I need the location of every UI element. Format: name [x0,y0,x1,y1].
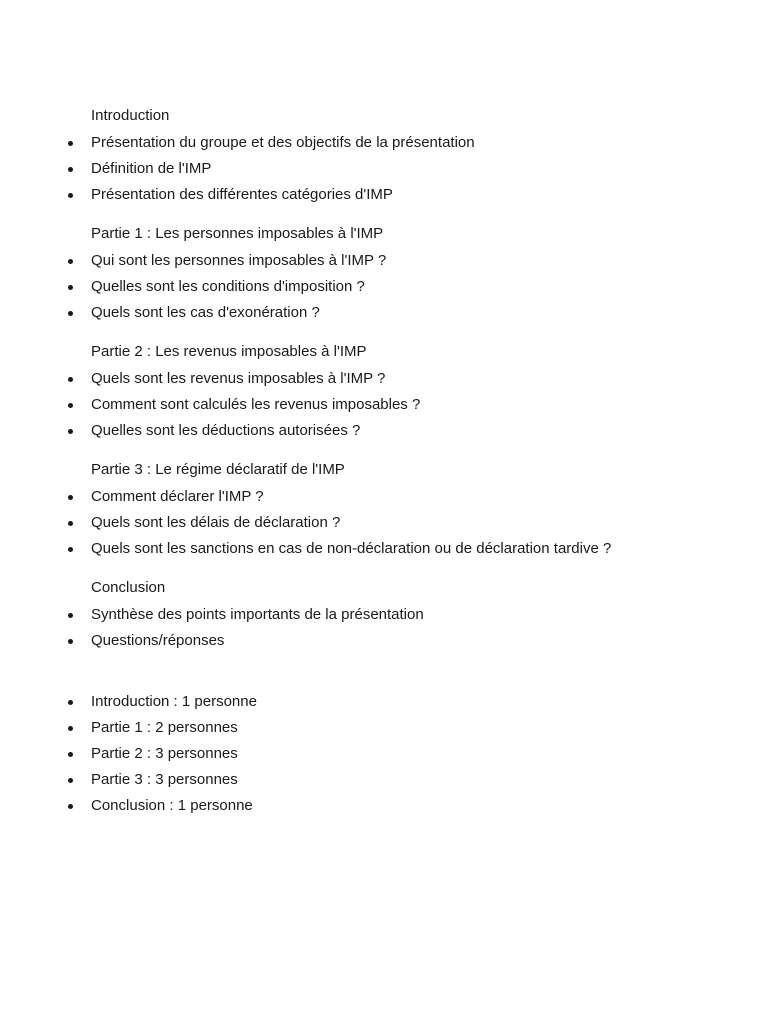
list-item-text: Comment déclarer l'IMP ? [91,488,264,505]
list-item-text: Introduction : 1 personne [91,693,257,710]
list-item-text: Comment sont calculés les revenus imposables ? [91,396,421,413]
section-partie-3 [0,461,768,566]
bullet-icon [68,726,73,731]
list-item [0,745,768,771]
bullet-icon [68,778,73,783]
list-item-text: Conclusion : 1 personne [91,797,253,814]
list-item-text: Quelles sont les conditions d'imposition ? [91,278,365,295]
bullet-icon [68,547,73,552]
list-item [0,719,768,745]
speaker-allocation-list [0,693,768,823]
section-heading: Partie 1 : Les personnes imposables à l'IMP [91,225,384,242]
list-item-text: Définition de l'IMP [91,160,212,177]
bullet-list [0,488,768,566]
list-item-text: Présentation des différentes catégories d'IMP [91,186,393,203]
document-body [0,107,768,823]
list-item-text: Quels sont les revenus imposables à l'IMP ? [91,370,386,387]
list-item [0,134,768,160]
list-item-text: Quelles sont les déductions autorisées ? [91,422,361,439]
section-introduction [0,107,768,212]
bullet-icon [68,429,73,434]
list-item [0,693,768,719]
list-item [0,422,768,448]
bullet-icon [68,700,73,705]
bullet-list [0,134,768,212]
bullet-icon [68,167,73,172]
list-item [0,278,768,304]
bullet-icon [68,285,73,290]
list-item-text: Partie 1 : 2 personnes [91,719,238,736]
list-item-text: Présentation du groupe et des objectifs de la présentation [91,134,475,151]
list-item [0,160,768,186]
list-item [0,797,768,823]
list-item [0,370,768,396]
list-item [0,252,768,278]
section-partie-1 [0,225,768,330]
section-heading: Partie 3 : Le régime déclaratif de l'IMP [91,461,345,478]
list-item-text: Questions/réponses [91,632,225,649]
list-item [0,606,768,632]
list-item-text: Partie 3 : 3 personnes [91,771,238,788]
list-item [0,488,768,514]
bullet-icon [68,613,73,618]
bullet-icon [68,141,73,146]
section-heading: Partie 2 : Les revenus imposables à l'IMP [91,343,367,360]
section-conclusion [0,579,768,658]
list-item [0,540,768,566]
bullet-icon [68,403,73,408]
bullet-icon [68,259,73,264]
bullet-icon [68,804,73,809]
bullet-icon [68,521,73,526]
list-item-text: Quels sont les cas d'exonération ? [91,304,320,321]
bullet-list [0,370,768,448]
list-item [0,771,768,797]
list-item [0,632,768,658]
bullet-icon [68,193,73,198]
list-item-text: Quels sont les délais de déclaration ? [91,514,341,531]
bullet-icon [68,377,73,382]
bullet-list [0,606,768,658]
list-item-text: Qui sont les personnes imposables à l'IMP ? [91,252,387,269]
bullet-icon [68,639,73,644]
section-heading: Introduction [91,107,170,124]
bullet-icon [68,495,73,500]
section-heading: Conclusion [91,579,166,596]
section-partie-2 [0,343,768,448]
bullet-icon [68,311,73,316]
bullet-list [0,252,768,330]
list-item [0,514,768,540]
bullet-icon [68,752,73,757]
list-item [0,186,768,212]
list-item [0,396,768,422]
list-item-text: Quels sont les sanctions en cas de non-déclaration ou de déclaration tardive ? [91,540,612,557]
list-item-text: Synthèse des points importants de la présentation [91,606,424,623]
list-item-text: Partie 2 : 3 personnes [91,745,238,762]
list-item [0,304,768,330]
